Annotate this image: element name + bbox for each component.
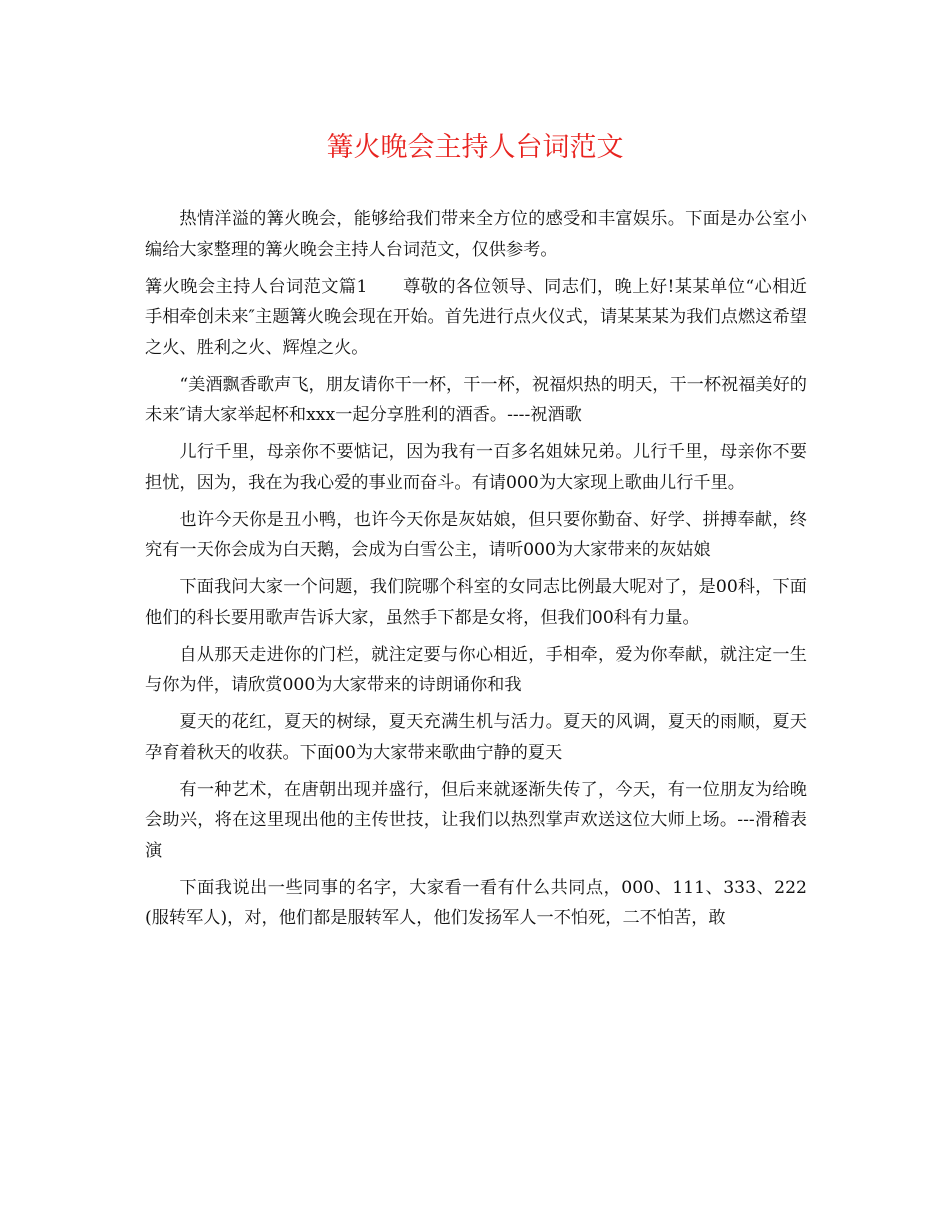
paragraph-poem: 自从那天走进你的门栏，就注定要与你心相近，手相牵，爱为你奉献，就注定一生与你为伴，请欣赏000为大家带来的诗朗诵你和我 bbox=[145, 644, 807, 695]
document-body bbox=[145, 204, 807, 940]
paragraph-summer: 夏天的花红，夏天的树绿，夏天充满生机与活力。夏天的风调，夏天的雨顺，夏天孕育着秋天的收获。下面00为大家带来歌曲宁静的夏天 bbox=[145, 712, 807, 763]
paragraph-toast-song: “美酒飘香歌声飞，朋友请你干一杯，干一杯，祝福炽热的明天，干一杯祝福美好的未来″请大家举起杯和xxx一起分享胜利的酒香。----祝酒歌 bbox=[145, 374, 807, 425]
paragraph-opening: 篝火晚会主持人台词范文篇1 尊敬的各位领导、同志们，晚上好!某某单位“心相近手相牵创未来″主题篝火晚会现在开始。首先进行点火仪式，请某某某为我们点燃这希望之火、胜利之火、辉煌之火。 bbox=[145, 276, 807, 358]
document-title: 篝火晚会主持人台词范文 bbox=[326, 132, 624, 163]
paragraph-veterans: 下面我说出一些同事的名字，大家看一看有什么共同点，000、111、333、222(服转军人)，对，他们都是服转军人，他们发扬军人一不怕死，二不怕苦，敢 bbox=[145, 877, 807, 928]
paragraph-son-travels: 儿行千里，母亲你不要惦记，因为我有一百多名姐妹兄弟。儿行千里，母亲你不要担忧，因为，我在为我心爱的事业而奋斗。有请000为大家现上歌曲儿行千里。 bbox=[145, 442, 807, 493]
paragraph-department-question: 下面我问大家一个问题，我们院哪个科室的女同志比例最大呢对了，是00科，下面他们的科长要用歌声告诉大家，虽然手下都是女将，但我们00科有力量。 bbox=[145, 577, 807, 628]
paragraph-intro: 热情洋溢的篝火晚会，能够给我们带来全方位的感受和丰富娱乐。下面是办公室小编给大家整理的篝火晚会主持人台词范文，仅供参考。 bbox=[145, 209, 807, 260]
paragraph-art-performance: 有一种艺术，在唐朝出现并盛行，但后来就逐渐失传了，今天，有一位朋友为给晚会助兴，将在这里现出他的主传世技，让我们以热烈掌声欢送这位大师上场。---滑稽表演 bbox=[145, 779, 807, 861]
paragraph-cinderella: 也许今天你是丑小鸭，也许今天你是灰姑娘，但只要你勤奋、好学、拼搏奉献，终究有一天你会成为白天鹅，会成为白雪公主，请听000为大家带来的灰姑娘 bbox=[145, 509, 807, 560]
